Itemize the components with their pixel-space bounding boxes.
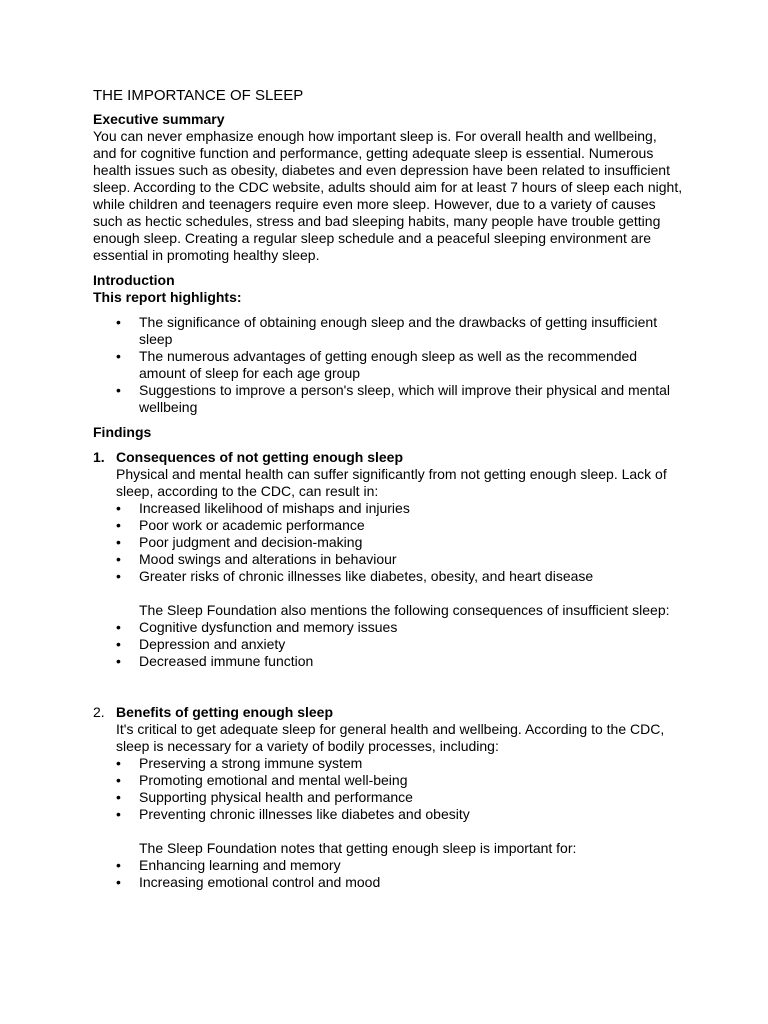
findings-heading: Findings <box>93 424 152 440</box>
list-item-text: Increased likelihood of mishaps and injuries <box>139 500 410 516</box>
sleep-foundation-consequences-list <box>93 619 683 670</box>
document-title: THE IMPORTANCE OF SLEEP <box>93 87 304 104</box>
bullet-icon: • <box>116 517 121 533</box>
highlights-list <box>93 314 683 416</box>
report-highlights-heading: This report highlights: <box>93 289 242 305</box>
bullet-icon: • <box>116 382 121 398</box>
list-item <box>93 653 683 670</box>
list-item <box>93 314 683 348</box>
bullet-icon: • <box>116 874 121 890</box>
list-item <box>93 551 683 568</box>
list-item-text: The significance of obtaining enough sleep and the drawbacks of getting insufficient sleep <box>139 314 658 347</box>
bullet-icon: • <box>116 568 121 584</box>
list-item-text: Mood swings and alterations in behaviour <box>139 551 397 567</box>
sleep-foundation-intro: The Sleep Foundation also mentions the following consequences of insufficient sleep: <box>139 602 670 618</box>
list-item <box>93 534 683 551</box>
finding-heading <box>93 449 683 466</box>
document-body <box>93 87 683 891</box>
bullet-icon: • <box>116 348 121 364</box>
bullet-icon: • <box>116 500 121 516</box>
finding-consequences <box>93 449 683 670</box>
list-item <box>93 517 683 534</box>
bullet-icon: • <box>116 636 121 652</box>
bullet-icon: • <box>116 772 121 788</box>
finding-number: 1. <box>93 449 105 465</box>
list-item <box>93 568 683 585</box>
list-item-text: Cognitive dysfunction and memory issues <box>139 619 398 635</box>
list-item <box>93 382 683 416</box>
executive-summary-section <box>93 111 683 264</box>
introduction-heading: Introduction <box>93 272 175 288</box>
list-item <box>93 789 683 806</box>
list-item <box>93 806 683 823</box>
bullet-icon: • <box>116 653 121 669</box>
list-item <box>93 348 683 382</box>
list-item-text: Suggestions to improve a person's sleep, which will improve their physical and mental wellbeing <box>139 382 671 415</box>
bullet-icon: • <box>116 551 121 567</box>
list-item <box>93 619 683 636</box>
benefits-list <box>93 755 683 823</box>
findings-section <box>93 424 683 891</box>
bullet-icon: • <box>116 619 121 635</box>
list-item-text: Depression and anxiety <box>139 636 286 652</box>
finding-number: 2. <box>93 704 105 720</box>
finding-title: Consequences of not getting enough sleep <box>116 449 404 465</box>
list-item-text: Promoting emotional and mental well-being <box>139 772 408 788</box>
finding-intro: Physical and mental health can suffer significantly from not getting enough sleep. Lack of sleep, according to the CDC, can result in: <box>116 466 667 499</box>
introduction-section <box>93 272 683 416</box>
list-item-text: Preserving a strong immune system <box>139 755 363 771</box>
list-item-text: Decreased immune function <box>139 653 314 669</box>
sleep-foundation-intro: The Sleep Foundation notes that getting enough sleep is important for: <box>139 840 577 856</box>
list-item-text: Supporting physical health and performance <box>139 789 413 805</box>
finding-benefits <box>93 704 683 891</box>
list-item <box>93 874 683 891</box>
list-item-text: The numerous advantages of getting enough sleep as well as the recommended amount of sleep for each age group <box>139 348 638 381</box>
bullet-icon: • <box>116 806 121 822</box>
finding-heading <box>93 704 683 721</box>
list-item-text: Enhancing learning and memory <box>139 857 341 873</box>
list-item-text: Greater risks of chronic illnesses like diabetes, obesity, and heart disease <box>139 568 594 584</box>
executive-summary-heading: Executive summary <box>93 111 225 127</box>
bullet-icon: • <box>116 789 121 805</box>
bullet-icon: • <box>116 534 121 550</box>
bullet-icon: • <box>116 755 121 771</box>
executive-summary-paragraph: You can never emphasize enough how important sleep is. For overall health and wellbeing, and for cognitive function and performance, getting adequate sleep is essential. Numerous health issues such as obesity, diabetes and even depression have been related to insufficient sleep. According to the CDC website, adults should aim for at least 7 hours of sleep each night, while children and teenagers require even more sleep. However, due to a variety of causes such as hectic schedules, stress and bad sleeping habits, many people have trouble getting enough sleep. Creating a regular sleep schedule and a peaceful sleeping environment are essential in promoting healthy sleep. <box>93 128 683 263</box>
list-item-text: Increasing emotional control and mood <box>139 874 381 890</box>
sleep-foundation-benefits-list <box>93 857 683 891</box>
bullet-icon: • <box>116 857 121 873</box>
list-item <box>93 772 683 789</box>
list-item <box>93 755 683 772</box>
list-item <box>93 857 683 874</box>
finding-intro: It's critical to get adequate sleep for general health and wellbeing. According to the CDC, sleep is necessary for a variety of bodily processes, including: <box>116 721 665 754</box>
list-item-text: Poor judgment and decision-making <box>139 534 363 550</box>
list-item-text: Preventing chronic illnesses like diabetes and obesity <box>139 806 470 822</box>
list-item-text: Poor work or academic performance <box>139 517 365 533</box>
bullet-icon: • <box>116 314 121 330</box>
list-item <box>93 500 683 517</box>
consequences-list <box>93 500 683 585</box>
finding-title: Benefits of getting enough sleep <box>116 704 334 720</box>
list-item <box>93 636 683 653</box>
